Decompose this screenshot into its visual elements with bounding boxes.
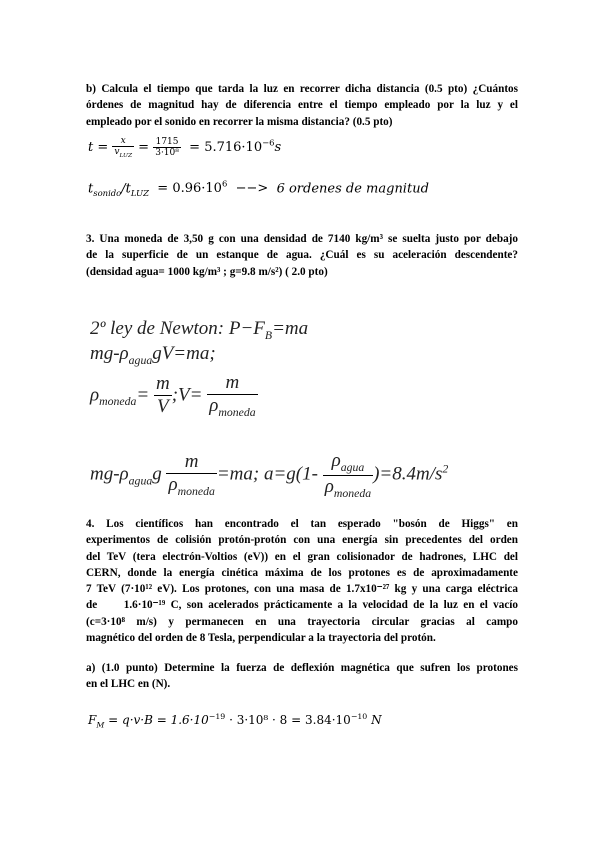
q4-line-6: de 1.6·10⁻¹⁹ C, son acelerados prácticamente a la velocidad de la luz en el vacío <box>86 599 518 612</box>
question-3b-text <box>86 81 518 130</box>
question-4a-text <box>86 660 518 693</box>
q4-line-3: del TeV (tera electrón-Voltios (eV)) en el gran colisionador de hadrones, LHC del <box>86 550 518 563</box>
q3-line-1: 3. Una moneda de 3,50 g con una densidad de 7140 kg/m³ se suelta justo por debajo <box>86 233 518 245</box>
fraction-values: $\frac{1715}{\text{3·10⁸}}$ <box>155 136 179 158</box>
q3b-line-3: empleado por el sonido en recorrer la misma distancia? (0.5 pto) <box>86 115 393 128</box>
q3b-line-1: b) Calcula el tiempo que tarda la luz en recorrer dicha distancia (0.5 pto) ¿Cuántos <box>86 83 518 95</box>
q4-line-4: CERN, donde la energía cinética máxima de los protones es de aproximadamente <box>86 566 518 579</box>
fraction-m-over-rho: $\frac{m}{\rho_{moneda}}$ <box>209 372 256 419</box>
q4a-line-1: a) (1.0 punto) Determine la fuerza de deflexión magnética que sufren los protones <box>86 662 518 674</box>
fraction-m-over-v: $\frac{m}{V}$ <box>155 373 170 418</box>
equation-density: $\rho_{moneda}=$ $\frac{m}{V}$ ;V= $\frac{m}{\rho_{moneda}}$ <box>90 372 256 419</box>
equation-time-light: t = $\frac{x}{v_{LUZ}}$ = $\frac{1715}{\text{3·10⁸}}$ = $5.716\cdot 10^{-6}s$ <box>88 136 282 159</box>
equation-newton-law: 2º ley de Newton: $P-F_B=ma$ <box>90 318 309 342</box>
q4-line-7: (c=3·10⁸ m/s) y permanecen en una trayectoria circular gracias al campo <box>86 615 518 628</box>
question-3-text <box>86 231 518 280</box>
fraction-rho-ratio: $\frac{\rho_{agua}}{\rho_{moneda}}$ <box>324 450 372 500</box>
equation-forces: $mg-\rho_{agua}gV=ma$; <box>90 343 216 367</box>
fraction-x-over-v: $\frac{x}{v_{LUZ}}$ <box>114 136 133 159</box>
q4-line-2: experimentos de colisión protón-protón con una energía sin precedentes del orden <box>86 534 518 547</box>
fraction-m-over-rho-moneda: $\frac{m}{\rho_{moneda}}$ <box>168 451 215 499</box>
q3b-line-2: órdenes de magnitud hay de diferencia entre el tiempo empleado por la luz y el <box>86 99 518 112</box>
q4a-line-2: en el LHC en (N). <box>86 678 171 691</box>
q3-line-3: (densidad agua= 1000 kg/m³ ; g=9.8 m/s²) ( 2.0 pto) <box>86 265 328 278</box>
q4-line-5: 7 TeV (7·10¹² eV). Los protones, con una masa de 1.7x10⁻²⁷ kg y una carga eléctrica <box>86 583 518 596</box>
q3-line-2: de la superficie de un estanque de agua. ¿Cuál es su aceleración descendente? <box>86 249 518 262</box>
equation-order-magnitude: $t_{sonido}/t_{LUZ} = 0.96\cdot 10^6$ −−> 6 ordenes de magnitud <box>88 179 429 198</box>
question-4-text <box>86 516 518 646</box>
q4-line-1: 4. Los científicos han encontrado el tan esperado "bosón de Higgs" en <box>86 518 518 530</box>
equation-acceleration: $mg-\rho_{agua}g$ $\frac{m}{\rho_{moneda}}$ =ma; a=g(1- $\frac{\rho_{agua}}{\rho_{moneda}}$ )$=8.4m/s^2$ <box>90 450 449 500</box>
equation-magnetic-force: $F_M = q\cdot v\cdot B = 1.6\cdot 10^{-19} \cdot 3\cdot 10^8 \cdot 8 = 3.84\cdot 10^{-10}$ N <box>88 712 382 730</box>
q4-line-8: magnético del orden de 8 Tesla, perpendicular a la trayectoria del protón. <box>86 632 436 645</box>
